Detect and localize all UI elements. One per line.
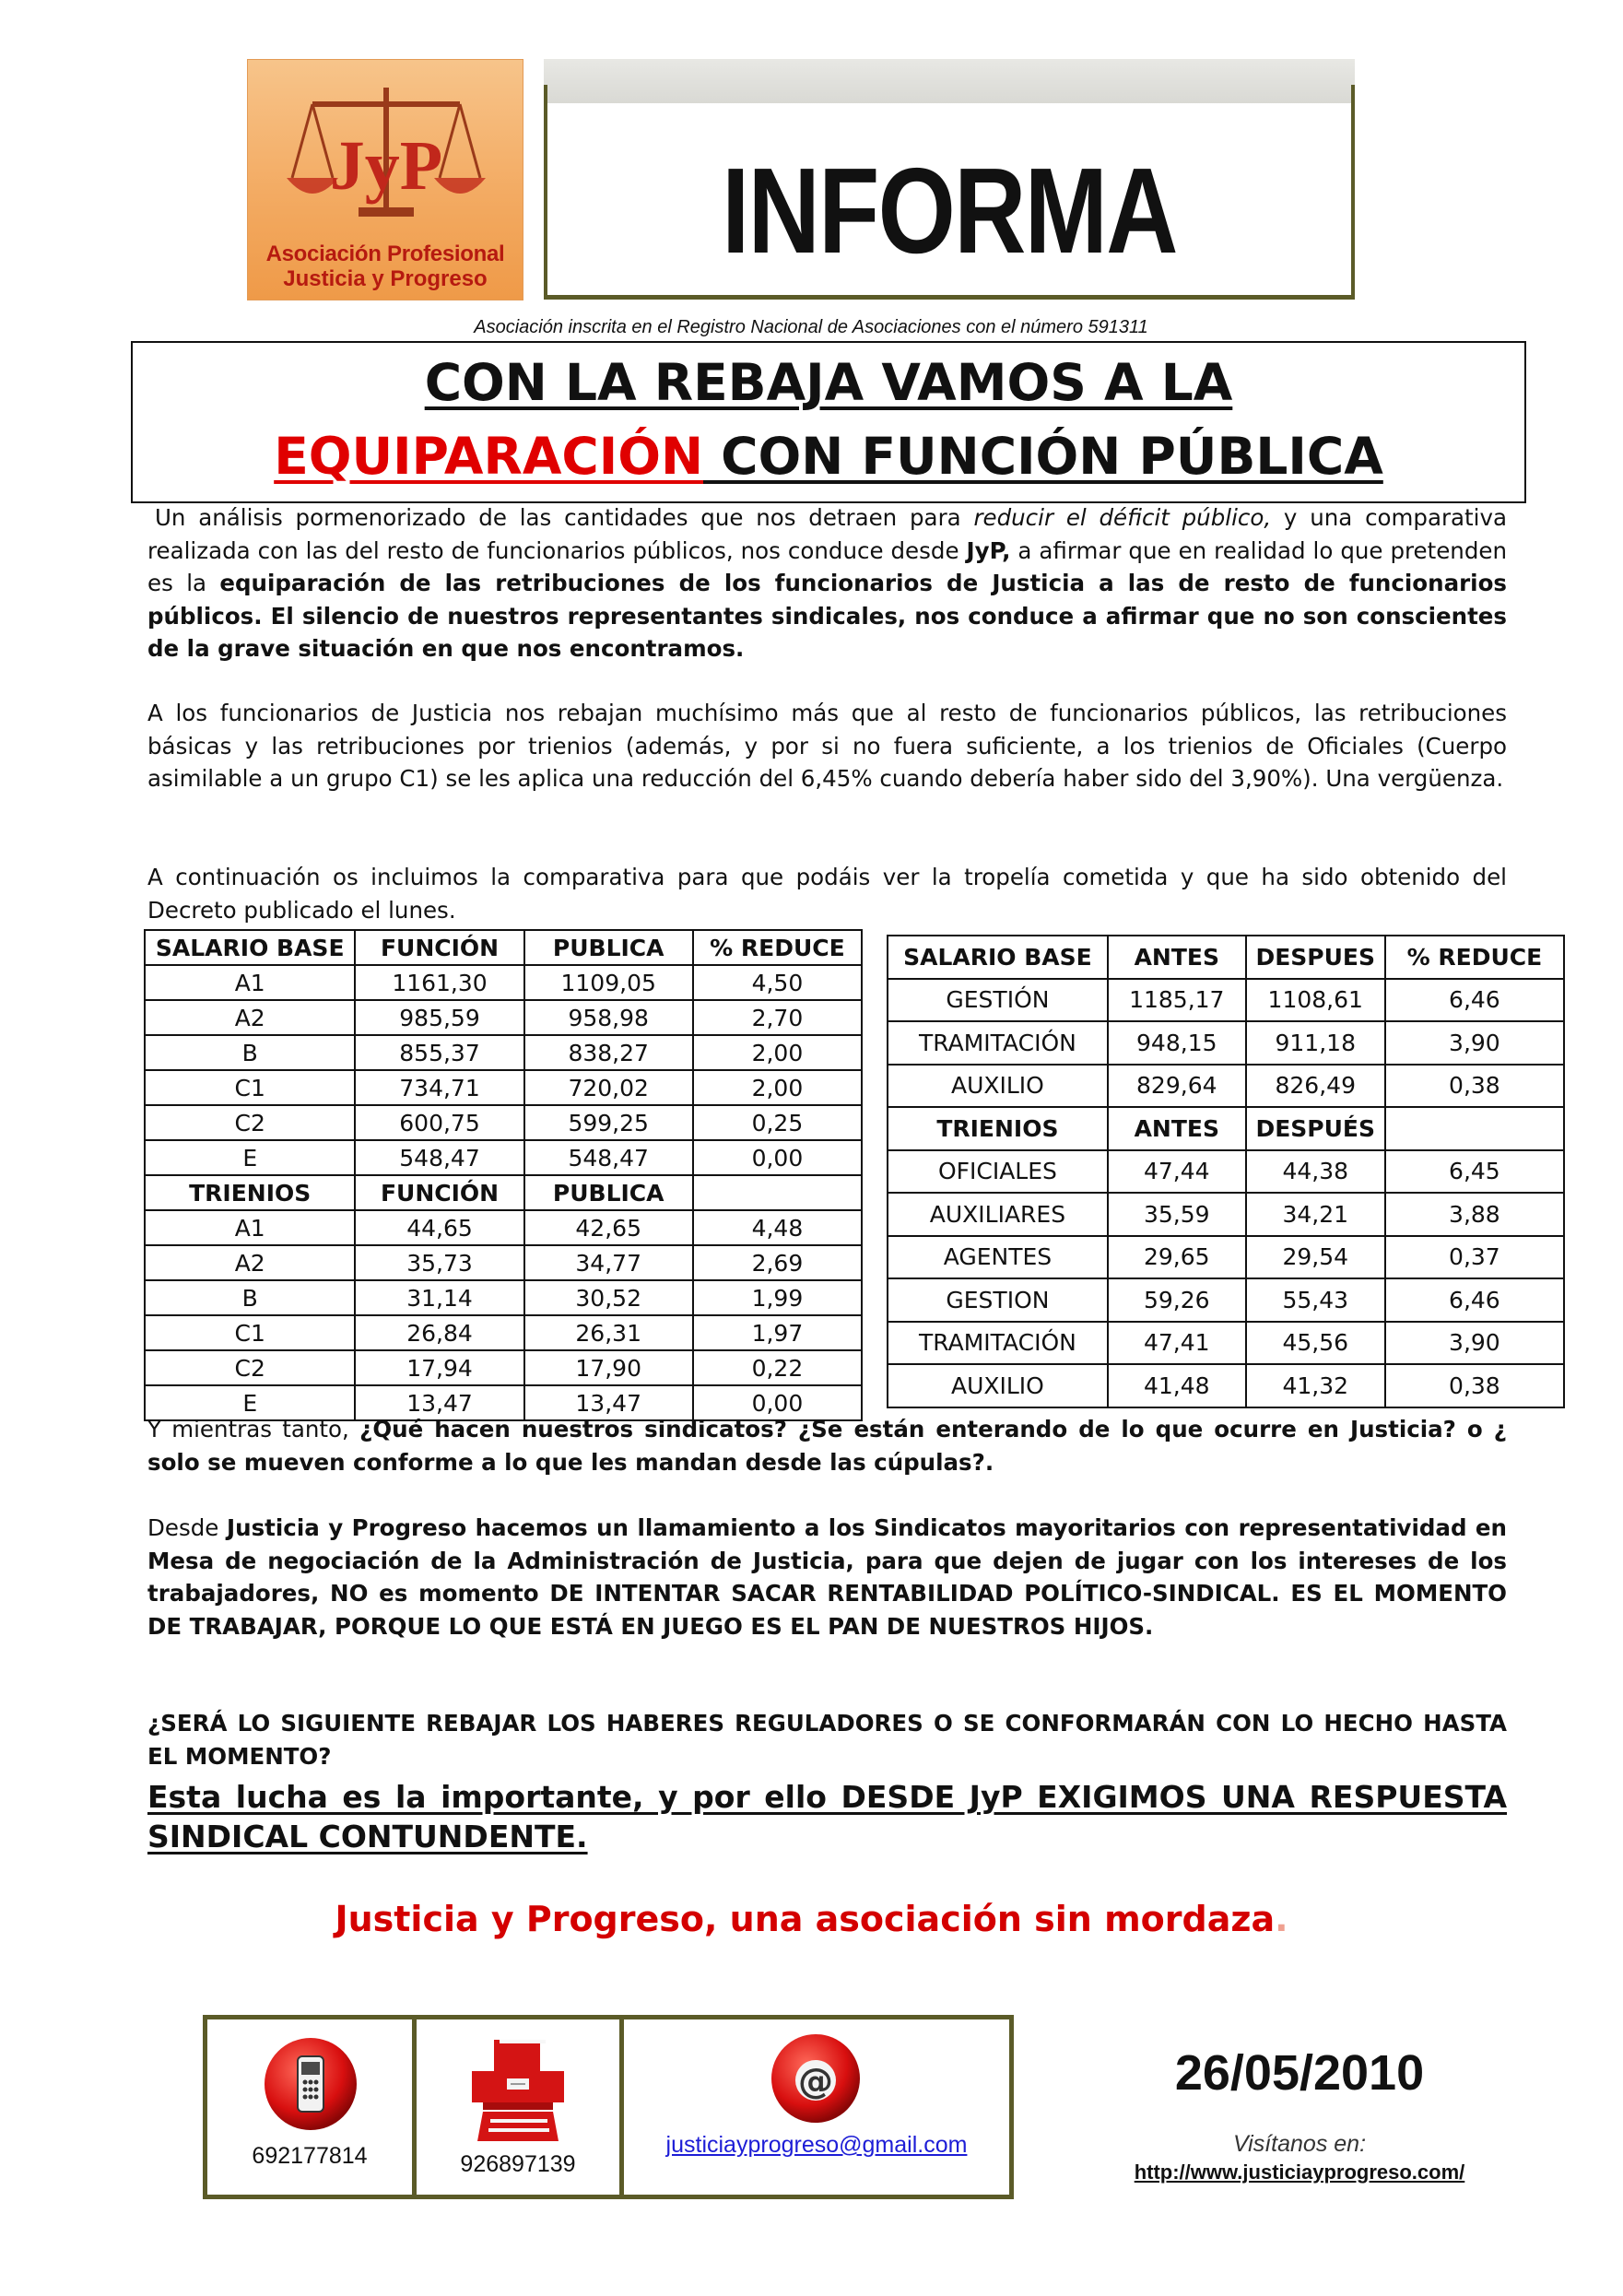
t2-cell: AUXILIO [888, 1364, 1108, 1407]
t2-row [888, 936, 1564, 979]
t1-cell: 2,00 [693, 1070, 862, 1105]
t1-row [145, 1105, 862, 1140]
t1-cell: 0,22 [693, 1350, 862, 1385]
t1-cell: 1109,05 [524, 965, 693, 1000]
t2-row [888, 1065, 1564, 1108]
t1-cell: TRIENIOS [145, 1175, 355, 1210]
t1-cell: 838,27 [524, 1035, 693, 1070]
t1-cell: A2 [145, 1000, 355, 1035]
t1-cell: 1,97 [693, 1315, 862, 1350]
t2-cell: 829,64 [1108, 1065, 1246, 1108]
t2-cell: 6,46 [1385, 979, 1564, 1022]
t2-row [888, 1322, 1564, 1365]
t2-cell: GESTION [888, 1278, 1108, 1322]
fax-cell [417, 2019, 624, 2195]
t1-cell: 0,00 [693, 1385, 862, 1420]
t2-cell: 55,43 [1246, 1278, 1385, 1322]
t1-row [145, 965, 862, 1000]
slogan: Justicia y Progreso, una asociación sin mordaza. [335, 1899, 1288, 1939]
t2-row [888, 979, 1564, 1022]
scales-of-justice-icon [248, 60, 523, 244]
t1-cell: 44,65 [355, 1210, 523, 1245]
headline-line1: CON LA REBAJA VAMOS A LA [424, 353, 1233, 412]
t2-cell: % REDUCE [1385, 936, 1564, 979]
t1-row [145, 1210, 862, 1245]
t1-cell: 34,77 [524, 1245, 693, 1280]
t1-cell: 4,48 [693, 1210, 862, 1245]
t1-cell: C2 [145, 1105, 355, 1140]
t2-cell: 6,45 [1385, 1150, 1564, 1194]
t1-cell: 985,59 [355, 1000, 523, 1035]
t2-cell: 0,38 [1385, 1065, 1564, 1108]
t2-cell: 29,65 [1108, 1236, 1246, 1279]
t1-cell: C2 [145, 1350, 355, 1385]
t1-cell: 0,00 [693, 1140, 862, 1175]
t1-cell: E [145, 1140, 355, 1175]
t1-cell: 548,47 [355, 1140, 523, 1175]
email-link[interactable]: justiciayprogreso@gmail.com [665, 2132, 968, 2158]
t1-cell: 958,98 [524, 1000, 693, 1035]
t1-cell: 35,73 [355, 1245, 523, 1280]
t1-cell: A2 [145, 1245, 355, 1280]
intro-paragraph: Un análisis pormenorizado de las cantidades que nos detraen para reducir el déficit público, y una comparativa realizada con las del resto de funcionarios públicos, nos conduce desde JyP, a afirmar que en realidad lo que pretenden es la equiparación de las retribuciones de los funcionarios de Justicia a las de resto de funcionarios públicos. El silencio de nuestros representantes sindicales, nos conduce a afirmar que no son conscientes de la grave situación en que nos encontramos. [147, 504, 1507, 662]
registration-note: Asociación inscrita en el Registro Nacional de Asociaciones con el número 591311 [474, 317, 1148, 337]
t2-cell: ANTES [1108, 936, 1246, 979]
fax-number[interactable]: 926897139 [460, 2151, 576, 2177]
t1-cell: 31,14 [355, 1280, 523, 1315]
logo-text-line2: Justicia y Progreso [283, 266, 488, 291]
paragraph-demand: Esta lucha es la importante, y por ello DESDE JyP EXIGIMOS UNA RESPUESTA SINDICAL CONTUNDENTE. [147, 1779, 1507, 1854]
t1-cell: 17,94 [355, 1350, 523, 1385]
t2-cell: AGENTES [888, 1236, 1108, 1279]
t1-cell: PUBLICA [524, 1175, 693, 1210]
t2-cell: DESPUÉS [1246, 1107, 1385, 1150]
t2-cell: 44,38 [1246, 1150, 1385, 1194]
phone-number[interactable]: 692177814 [252, 2143, 368, 2169]
t1-row [145, 1350, 862, 1385]
t2-cell: 47,41 [1108, 1322, 1246, 1365]
t1-cell: 599,25 [524, 1105, 693, 1140]
t2-cell: 3,90 [1385, 1021, 1564, 1065]
paragraph-comparison: A continuación os incluimos la comparativa para que podáis ver la tropelía cometida y que ha sido obtenido del Decreto publicado el lunes. [147, 864, 1507, 924]
t1-row [145, 1140, 862, 1175]
t1-cell: 13,47 [355, 1385, 523, 1420]
header-title: INFORMA [722, 143, 1177, 278]
t2-cell: 59,26 [1108, 1278, 1246, 1322]
t2-row [888, 1150, 1564, 1194]
t1-row [145, 1035, 862, 1070]
t1-cell: 26,31 [524, 1315, 693, 1350]
t2-cell: SALARIO BASE [888, 936, 1108, 979]
t1-cell: A1 [145, 965, 355, 1000]
t1-cell: 734,71 [355, 1070, 523, 1105]
t1-cell: FUNCIÓN [355, 930, 523, 965]
t1-cell: 17,90 [524, 1350, 693, 1385]
t1-cell: PUBLICA [524, 930, 693, 965]
t1-cell: 26,84 [355, 1315, 523, 1350]
website-link[interactable]: http://www.justiciayprogreso.com/ [1134, 2161, 1465, 2184]
t1-cell: 30,52 [524, 1280, 693, 1315]
t2-cell: 3,90 [1385, 1322, 1564, 1365]
t1-cell: 2,00 [693, 1035, 862, 1070]
t2-cell: 948,15 [1108, 1021, 1246, 1065]
t2-row [888, 1364, 1564, 1407]
t2-cell: GESTIÓN [888, 979, 1108, 1022]
t1-cell: E [145, 1385, 355, 1420]
email-at-icon [770, 2032, 862, 2125]
t1-cell: % REDUCE [693, 930, 862, 965]
t1-cell: 855,37 [355, 1035, 523, 1070]
t2-cell: TRAMITACIÓN [888, 1021, 1108, 1065]
t2-cell: ANTES [1108, 1107, 1246, 1150]
t2-cell: 826,49 [1246, 1065, 1385, 1108]
t2-cell: DESPUES [1246, 936, 1385, 979]
paragraph-llamamiento: Desde Justicia y Progreso hacemos un llamamiento a los Sindicatos mayoritarios con representatividad en Mesa de negociación de la Administración de Justicia, para que dejen de jugar con los intereses de los trabajadores, NO es momento DE INTENTAR SACAR RENTABILIDAD POLÍTICO-SINDICAL. ES EL MOMENTO DE TRABAJAR, PORQUE LO QUE ESTÁ EN JUEGO ES EL PAN DE NUESTROS HIJOS. [147, 1514, 1507, 1640]
t1-row [145, 930, 862, 965]
t2-row [888, 1021, 1564, 1065]
t2-row [888, 1236, 1564, 1279]
t2-cell: 41,48 [1108, 1364, 1246, 1407]
document-date: 26/05/2010 [1174, 2045, 1425, 2101]
svg-text:JyP: JyP [329, 127, 443, 205]
svg-text:@: @ [798, 2061, 833, 2102]
t1-cell: 4,50 [693, 965, 862, 1000]
t2-cell: TRAMITACIÓN [888, 1322, 1108, 1365]
phone-cell [207, 2019, 417, 2195]
fax-printer-icon [470, 2038, 568, 2145]
t2-cell: 35,59 [1108, 1193, 1246, 1236]
headline-line2 [133, 424, 1524, 489]
headline-box [131, 341, 1526, 503]
t1-cell [693, 1175, 862, 1210]
t1-cell: C1 [145, 1315, 355, 1350]
t2-row [888, 1278, 1564, 1322]
t1-row [145, 1280, 862, 1315]
t1-cell: 720,02 [524, 1070, 693, 1105]
t2-cell: 3,88 [1385, 1193, 1564, 1236]
t2-cell: 6,46 [1385, 1278, 1564, 1322]
t2-cell: AUXILIARES [888, 1193, 1108, 1236]
t1-cell: 548,47 [524, 1140, 693, 1175]
t2-cell: AUXILIO [888, 1065, 1108, 1108]
t1-cell: B [145, 1280, 355, 1315]
t1-cell: 0,25 [693, 1105, 862, 1140]
t1-cell: B [145, 1035, 355, 1070]
paragraph-question: ¿SERÁ LO SIGUIENTE REBAJAR LOS HABERES REGULADORES O SE CONFORMARÁN CON LO HECHO HASTA EL MOMENTO? [147, 1710, 1507, 1770]
t2-cell: 911,18 [1246, 1021, 1385, 1065]
informa-header [544, 59, 1355, 301]
t2-row [888, 1193, 1564, 1236]
table-funcion-publica [144, 929, 863, 1421]
t1-cell: 13,47 [524, 1385, 693, 1420]
t1-cell: 1,99 [693, 1280, 862, 1315]
t2-cell: 1108,61 [1246, 979, 1385, 1022]
t2-cell: 34,21 [1246, 1193, 1385, 1236]
t1-cell: FUNCIÓN [355, 1175, 523, 1210]
mobile-phone-icon [263, 2036, 359, 2132]
contact-box [203, 2015, 1014, 2199]
t1-row [145, 1245, 862, 1280]
t1-cell: 1161,30 [355, 965, 523, 1000]
t1-cell: 2,70 [693, 1000, 862, 1035]
t2-cell: 41,32 [1246, 1364, 1385, 1407]
t1-cell: A1 [145, 1210, 355, 1245]
t1-cell: C1 [145, 1070, 355, 1105]
headline-highlight: EQUIPARACIÓN [274, 427, 703, 486]
t2-cell: 0,37 [1385, 1236, 1564, 1279]
t2-cell: 29,54 [1246, 1236, 1385, 1279]
t1-cell: 600,75 [355, 1105, 523, 1140]
table-justicia-antes-despues [887, 935, 1565, 1408]
paragraph-reductions: A los funcionarios de Justicia nos rebajan muchísimo más que al resto de funcionarios públicos, las retribuciones básicas y las retribuciones por trienios (además, y por si no fuera suficiente, a los trienios de Oficiales (Cuerpo asimilable a un grupo C1) se les aplica una reducción del 6,45% cuando debería haber sido del 3,90%). Una vergüenza. [147, 700, 1507, 792]
t2-cell: 47,44 [1108, 1150, 1246, 1194]
t2-row [888, 1107, 1564, 1150]
t1-row [145, 1000, 862, 1035]
logo-text-line1: Asociación Profesional [265, 241, 505, 266]
t1-cell: 42,65 [524, 1210, 693, 1245]
t1-row [145, 1315, 862, 1350]
t2-cell: 0,38 [1385, 1364, 1564, 1407]
t2-cell: 45,56 [1246, 1322, 1385, 1365]
paragraph-sindicatos: Y mientras tanto, ¿Qué hacen nuestros sindicatos? ¿Se están enterando de lo que ocurre en Justicia? o ¿ solo se mueven conforme a lo que les mandan desde las cúpulas?. [147, 1416, 1508, 1476]
t1-row [145, 1175, 862, 1210]
headline-rest: CON FUNCIÓN PÚBLICA [703, 427, 1383, 486]
t2-cell: TRIENIOS [888, 1107, 1108, 1150]
t2-cell [1385, 1107, 1564, 1150]
t1-cell: SALARIO BASE [145, 930, 355, 965]
visit-label: Visítanos en: [1232, 2131, 1367, 2157]
email-cell [624, 2019, 1009, 2195]
t1-cell: 2,69 [693, 1245, 862, 1280]
t2-cell: 1185,17 [1108, 979, 1246, 1022]
t2-cell: OFICIALES [888, 1150, 1108, 1194]
t1-row [145, 1070, 862, 1105]
association-logo [247, 59, 523, 300]
